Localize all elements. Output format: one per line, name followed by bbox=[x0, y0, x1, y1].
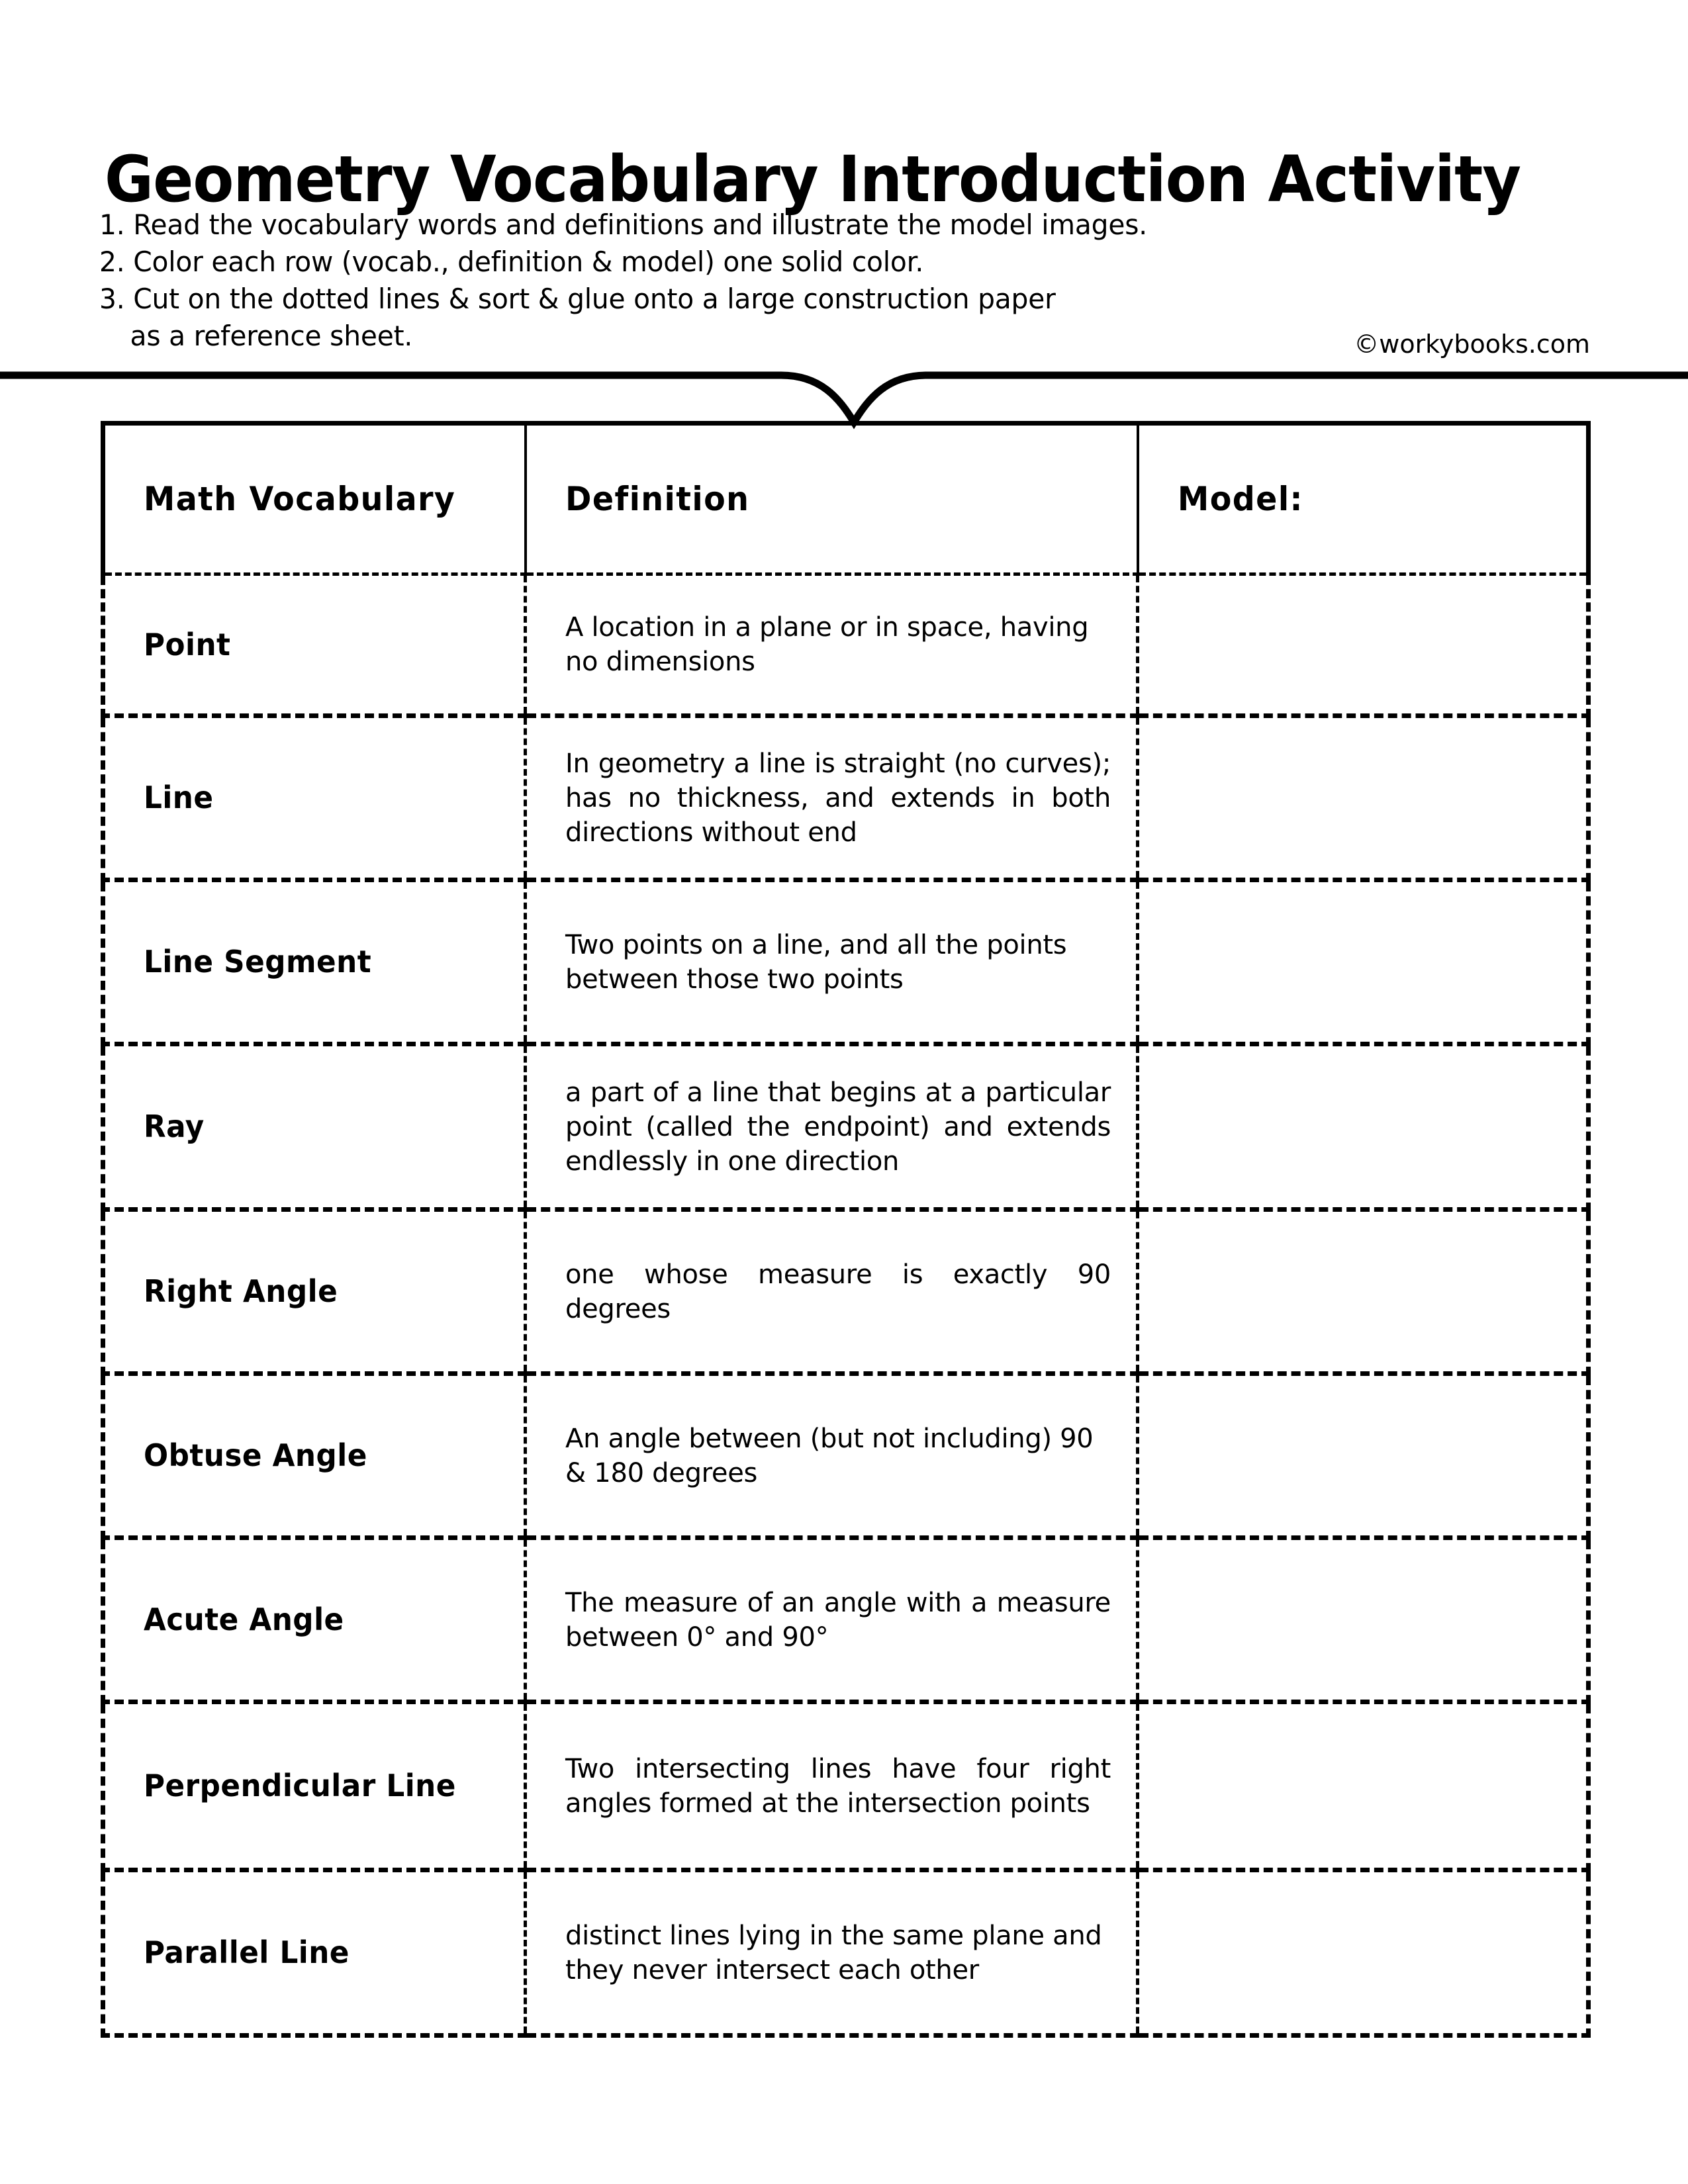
cell-definition bbox=[526, 1702, 1138, 1870]
cell-model-drawing-area[interactable] bbox=[1138, 1374, 1589, 1538]
cell-model-drawing-area[interactable] bbox=[1138, 1870, 1589, 2036]
table-row bbox=[103, 1210, 1589, 1374]
table-row bbox=[103, 1538, 1589, 1702]
cell-definition bbox=[526, 1210, 1138, 1374]
definition-text: Two points on a line, and all the points between those two points bbox=[565, 929, 1067, 995]
definition-text: A location in a plane or in space, having no dimensions bbox=[565, 612, 1089, 677]
cell-definition bbox=[526, 574, 1138, 716]
header-cell-definition bbox=[526, 424, 1138, 574]
vocabulary-term: Obtuse Angle bbox=[144, 1437, 367, 1474]
cell-model-drawing-area[interactable] bbox=[1138, 1044, 1589, 1210]
header-cell-model bbox=[1138, 424, 1589, 574]
definition-text: one whose measure is exactly 90 degrees bbox=[565, 1259, 1111, 1324]
page-title: Geometry Vocabulary Introduction Activity bbox=[105, 142, 1521, 217]
cell-model-drawing-area[interactable] bbox=[1138, 716, 1589, 880]
header-cell-vocabulary bbox=[103, 424, 526, 574]
instruction-item: 3. Cut on the dotted lines & sort & glue onto a large construction paper bbox=[99, 283, 1056, 315]
vocabulary-term: Line Segment bbox=[144, 944, 372, 980]
table-row bbox=[103, 1374, 1589, 1538]
cell-vocabulary bbox=[103, 1044, 526, 1210]
vocabulary-term: Right Angle bbox=[144, 1273, 338, 1310]
instruction-item: 2. Color each row (vocab., definition & model) one solid color. bbox=[99, 246, 924, 278]
instruction-item-continuation: as a reference sheet. bbox=[130, 320, 413, 352]
copyright-notice: ©workybooks.com bbox=[1354, 330, 1590, 359]
cell-model-drawing-area[interactable] bbox=[1138, 880, 1589, 1044]
cell-vocabulary bbox=[103, 1702, 526, 1870]
vocabulary-table bbox=[101, 421, 1591, 2038]
definition-text: An angle between (but not including) 90 & 180 degrees bbox=[565, 1423, 1094, 1488]
vocabulary-term: Perpendicular Line bbox=[144, 1768, 456, 1804]
definition-text: The measure of an angle with a measure between 0° and 90° bbox=[565, 1587, 1111, 1653]
instruction-item: 1. Read the vocabulary words and definitions and illustrate the model images. bbox=[99, 208, 1147, 241]
cell-model-drawing-area[interactable] bbox=[1138, 574, 1589, 716]
cell-vocabulary bbox=[103, 1374, 526, 1538]
cell-model-drawing-area[interactable] bbox=[1138, 1538, 1589, 1702]
table-row bbox=[103, 716, 1589, 880]
table-row bbox=[103, 880, 1589, 1044]
table-row bbox=[103, 1044, 1589, 1210]
cell-definition bbox=[526, 1870, 1138, 2036]
definition-text: distinct lines lying in the same plane and they never intersect each other bbox=[565, 1920, 1102, 1985]
vocabulary-term: Point bbox=[144, 626, 231, 662]
cell-definition bbox=[526, 1538, 1138, 1702]
cell-vocabulary bbox=[103, 574, 526, 716]
table-header-row bbox=[103, 424, 1589, 574]
cell-definition bbox=[526, 716, 1138, 880]
cell-definition bbox=[526, 1374, 1138, 1538]
cell-vocabulary bbox=[103, 1538, 526, 1702]
cell-vocabulary bbox=[103, 1210, 526, 1374]
decorative-divider bbox=[0, 357, 1688, 430]
table-row bbox=[103, 574, 1589, 716]
vocabulary-term: Parallel Line bbox=[144, 1934, 350, 1971]
definition-text: In geometry a line is straight (no curves); has no thickness, and extends in both directions without end bbox=[565, 748, 1111, 848]
definition-text: Two intersecting lines have four right angles formed at the intersection points bbox=[565, 1753, 1111, 1819]
cell-definition bbox=[526, 1044, 1138, 1210]
vocabulary-term: Acute Angle bbox=[144, 1602, 344, 1638]
table-body bbox=[103, 574, 1589, 2036]
cell-model-drawing-area[interactable] bbox=[1138, 1702, 1589, 1870]
vocabulary-term: Ray bbox=[144, 1109, 205, 1145]
definition-text: a part of a line that begins at a particular point (called the endpoint) and extends endlessly in one direction bbox=[565, 1077, 1111, 1177]
header-label-model: Model: bbox=[1177, 480, 1303, 518]
cell-definition bbox=[526, 880, 1138, 1044]
header-label-definition: Definition bbox=[565, 480, 749, 518]
cell-vocabulary bbox=[103, 1870, 526, 2036]
table-row bbox=[103, 1702, 1589, 1870]
cell-model-drawing-area[interactable] bbox=[1138, 1210, 1589, 1374]
vocabulary-term: Line bbox=[144, 780, 214, 816]
instructions-list bbox=[99, 206, 1357, 355]
table-row bbox=[103, 1870, 1589, 2036]
cell-vocabulary bbox=[103, 880, 526, 1044]
header-label-vocabulary: Math Vocabulary bbox=[144, 480, 456, 518]
cell-vocabulary bbox=[103, 716, 526, 880]
